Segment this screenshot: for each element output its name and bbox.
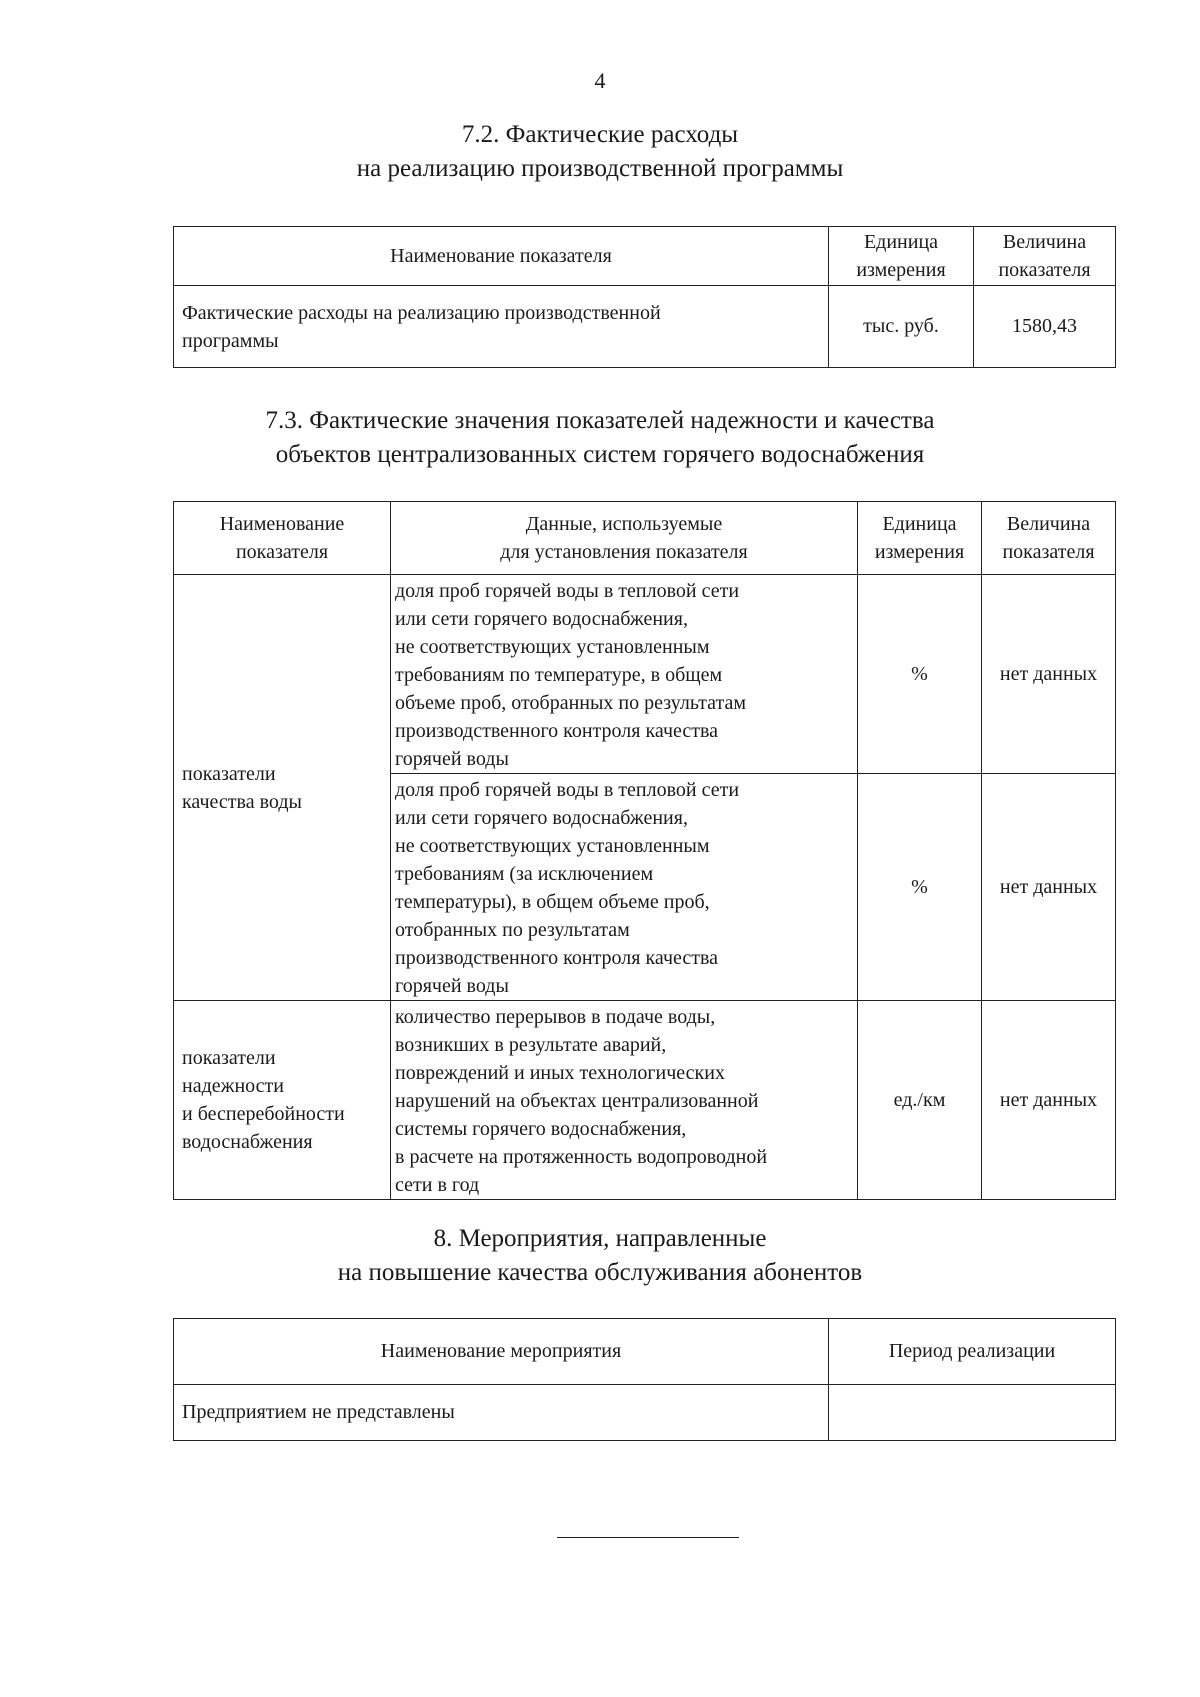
- header-value: [982, 502, 1116, 575]
- header-period: Период реализации: [829, 1319, 1116, 1385]
- table-row: [174, 286, 1116, 368]
- temperature-samples-data-cell: [391, 575, 858, 774]
- section-8-title: [0, 1222, 1200, 1290]
- section-7-2-title-line1: 7.2. Фактические расходы: [461, 121, 739, 148]
- data-line: отобранных по результатам: [395, 919, 630, 941]
- quality-table-header: [174, 502, 1116, 575]
- data-line: горячей воды: [395, 975, 509, 997]
- data-line: не соответствующих установленным: [395, 636, 710, 658]
- measures-table-header: [174, 1319, 1116, 1385]
- data-line: системы горячего водоснабжения,: [395, 1118, 687, 1140]
- expenses-unit-cell: тыс. руб.: [829, 286, 974, 368]
- data-line: возникших в результате аварий,: [395, 1034, 667, 1056]
- measure-period-cell: [829, 1385, 1116, 1441]
- header-indicator-name: [174, 502, 391, 575]
- reliability-name-line: и бесперебойности: [182, 1103, 345, 1125]
- data-line: повреждений и иных технологических: [395, 1062, 725, 1084]
- measure-name-cell: Предприятием не представлены: [174, 1385, 829, 1441]
- header-name-line1: Наименование: [219, 513, 345, 535]
- header-unit-line1: Единица: [882, 513, 957, 535]
- table-row: [174, 1385, 1116, 1441]
- data-line: температуры), в общем объеме проб,: [395, 891, 710, 913]
- expenses-table: [173, 226, 1116, 368]
- data-line: горячей воды: [395, 748, 509, 770]
- section-7-2-title: [0, 118, 1200, 186]
- header-value-line2: показателя: [1002, 541, 1095, 563]
- section-7-3-title-line1: 7.3. Фактические значения показателей надежности и качества: [265, 407, 935, 434]
- table-row: [174, 575, 1116, 774]
- interruptions-data-cell: [391, 1001, 858, 1200]
- data-line: требованиям (за исключением: [395, 863, 654, 885]
- other-requirements-value-cell: нет данных: [982, 774, 1116, 1001]
- reliability-name-line: водоснабжения: [182, 1131, 313, 1153]
- data-line: или сети горячего водоснабжения,: [395, 807, 688, 829]
- data-line: сети в год: [395, 1174, 480, 1196]
- water-quality-line1: показатели: [182, 762, 276, 785]
- measures-table: [173, 1318, 1116, 1441]
- end-divider: [557, 1537, 739, 1538]
- section-8-title-line1: 8. Мероприятия, направленные: [433, 1225, 767, 1252]
- data-line: производственного контроля качества: [395, 947, 719, 969]
- page-number: 4: [594, 68, 606, 93]
- header-indicator-name: Наименование показателя: [174, 227, 829, 286]
- header-data-line1: Данные, используемые: [525, 513, 723, 535]
- section-8-title-line2: на повышение качества обслуживания абонентов: [337, 1259, 863, 1286]
- header-unit: [829, 227, 974, 286]
- interruptions-unit-cell: ед./км: [858, 1001, 982, 1200]
- data-line: в расчете на протяженность водопроводной: [395, 1146, 768, 1168]
- expenses-table-header: [174, 227, 1116, 286]
- section-7-3-title-line2: объектов централизованных систем горячего водоснабжения: [275, 441, 925, 468]
- header-unit-line2: измерения: [856, 259, 946, 281]
- header-value-line2: показателя: [998, 259, 1091, 281]
- section-7-2-title-line2: на реализацию производственной программы: [356, 155, 844, 182]
- temperature-value-cell: нет данных: [982, 575, 1116, 774]
- water-quality-group-cell: [174, 575, 391, 1001]
- data-line: доля проб горячей воды в тепловой сети: [395, 779, 740, 801]
- expenses-name-line1: Фактические расходы на реализацию производственной: [182, 301, 661, 324]
- other-requirements-data-cell: [391, 774, 858, 1001]
- reliability-group-cell: [174, 1001, 391, 1200]
- header-unit-line1: Единица: [863, 231, 939, 253]
- header-name-line2: показателя: [235, 541, 329, 563]
- data-line: требованиям по температуре, в общем: [395, 664, 723, 686]
- table-row: [174, 1001, 1116, 1200]
- header-value: [974, 227, 1116, 286]
- interruptions-value-cell: нет данных: [982, 1001, 1116, 1200]
- header-measure-name: Наименование мероприятия: [174, 1319, 829, 1385]
- data-line: не соответствующих установленным: [395, 835, 710, 857]
- header-data-line2: для установления показателя: [500, 541, 748, 563]
- header-data: [391, 502, 858, 575]
- header-unit: [858, 502, 982, 575]
- expenses-name-line2: программы: [182, 329, 279, 352]
- header-value-line1: Величина: [1002, 231, 1087, 253]
- header-unit-line2: измерения: [874, 541, 965, 563]
- data-line: нарушений на объектах централизованной: [395, 1090, 759, 1112]
- other-requirements-unit-cell: %: [858, 774, 982, 1001]
- header-value-line1: Величина: [1006, 513, 1091, 535]
- data-line: доля проб горячей воды в тепловой сети: [395, 580, 740, 602]
- section-7-3-title: [0, 404, 1200, 472]
- reliability-name-line: надежности: [182, 1075, 284, 1097]
- water-quality-line2: качества воды: [182, 790, 302, 813]
- data-line: количество перерывов в подаче воды,: [395, 1006, 716, 1028]
- data-line: или сети горячего водоснабжения,: [395, 608, 688, 630]
- expenses-value-cell: 1580,43: [974, 286, 1116, 368]
- data-line: производственного контроля качества: [395, 720, 719, 742]
- data-line: объеме проб, отобранных по результатам: [395, 692, 747, 714]
- quality-indicators-table: [173, 501, 1116, 1200]
- reliability-name-line: показатели: [182, 1047, 276, 1069]
- temperature-unit-cell: %: [858, 575, 982, 774]
- expenses-name-cell: [174, 286, 829, 368]
